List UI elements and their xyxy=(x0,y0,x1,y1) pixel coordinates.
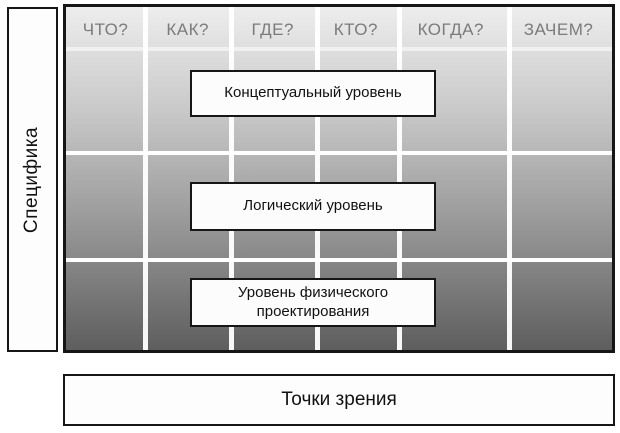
column-header-who: КТО? xyxy=(333,20,378,39)
grid-horizontal-line-1 xyxy=(66,47,612,51)
framework-grid xyxy=(63,4,615,353)
column-headers xyxy=(66,7,612,40)
column-header-why: ЗАЧЕМ? xyxy=(523,20,594,39)
level-box-conceptual xyxy=(190,70,436,117)
bottom-axis-label-box xyxy=(63,374,615,426)
grid-vertical-line-5 xyxy=(507,7,512,350)
level-box-physical-design xyxy=(190,278,436,327)
grid-vertical-line-1 xyxy=(143,7,148,350)
row-axis-label-box xyxy=(7,7,58,352)
level-label-conceptual: Концептуальный уровень xyxy=(224,84,402,102)
grid-horizontal-line-2 xyxy=(66,151,612,155)
level-box-logical xyxy=(190,182,436,231)
bottom-axis-label: Точки зрения xyxy=(281,389,397,410)
row-axis-label: Специфика xyxy=(21,126,43,233)
column-header-what: ЧТО? xyxy=(82,20,129,39)
grid-horizontal-line-3 xyxy=(66,258,612,262)
column-header-where: ГДЕ? xyxy=(251,20,294,39)
column-header-when: КОГДА? xyxy=(417,20,484,39)
level-label-logical: Логический уровень xyxy=(243,197,383,215)
level-label-physical-design: Уровень физического проектирования xyxy=(237,283,389,320)
column-header-how: КАК? xyxy=(166,20,209,39)
